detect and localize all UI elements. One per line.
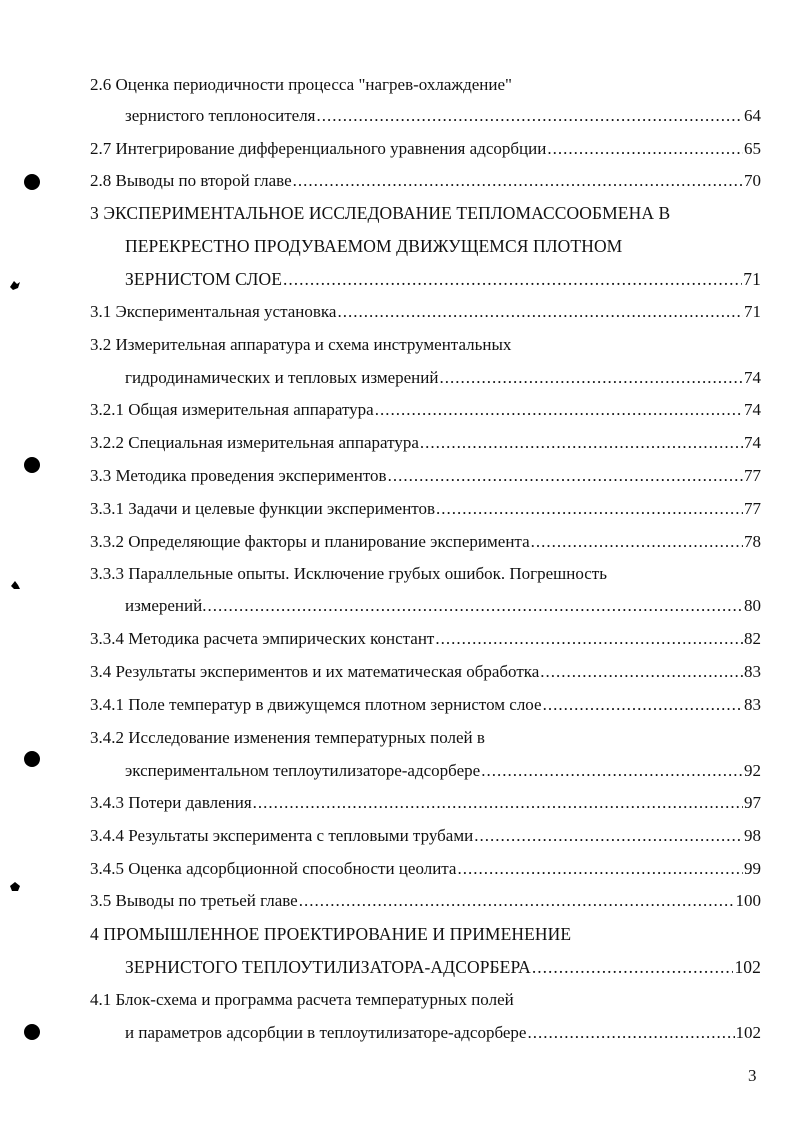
toc-entry-text: 3.4.1 Поле температур в движущемся плотном зернистом слое xyxy=(90,695,542,714)
toc-entry-text: 3.2.2 Специальная измерительная аппаратура xyxy=(90,433,419,452)
toc-entry-text: и параметров адсорбции в теплоутилизаторе-адсорбере xyxy=(125,1023,527,1042)
punch-hole xyxy=(24,1024,40,1040)
toc-entry-page: 77 xyxy=(744,499,761,518)
toc-entry xyxy=(90,660,761,684)
toc-entry-text: 2.6 Оценка периодичности процесса "нагрев-охлаждение" xyxy=(90,75,512,94)
dot-leader xyxy=(337,300,743,324)
toc-entry xyxy=(90,988,761,1012)
toc-entry-page: 64 xyxy=(744,106,761,125)
toc-entry-text: 4 ПРОМЫШЛЕННОЕ ПРОЕКТИРОВАНИЕ И ПРИМЕНЕНИЕ xyxy=(90,924,572,944)
toc-entry-text: 3.4 Результаты экспериментов и их математическая обработка xyxy=(90,662,540,681)
toc-entry-page: 83 xyxy=(744,695,761,714)
toc-entry-text: зернистого теплоносителя xyxy=(125,106,316,125)
dot-leader xyxy=(283,267,742,291)
dot-leader xyxy=(388,464,743,488)
toc-entry-page: 74 xyxy=(744,368,761,387)
dot-leader xyxy=(439,366,743,390)
toc-entry xyxy=(90,824,761,848)
toc-entry-text: 3.2 Измерительная аппаратура и схема инструментальных xyxy=(90,335,512,354)
toc-entry-text: экспериментальном теплоутилизаторе-адсорбере xyxy=(125,761,481,780)
toc-entry xyxy=(90,726,761,750)
punch-hole xyxy=(24,174,40,190)
toc-entry-page: 78 xyxy=(744,532,761,551)
toc-entry-text: 3.4.2 Исследование изменения температурных полей в xyxy=(90,728,485,747)
dot-leader xyxy=(317,104,743,128)
toc-entry-page: 97 xyxy=(744,793,761,812)
toc-entry-page: 70 xyxy=(744,171,761,190)
toc-entry xyxy=(90,300,761,324)
toc-entry xyxy=(90,857,761,881)
toc-entry xyxy=(90,169,761,193)
dot-leader xyxy=(436,497,743,521)
toc-entry xyxy=(90,922,761,946)
dot-leader xyxy=(293,169,743,193)
punch-hole xyxy=(24,751,40,767)
punch-hole xyxy=(24,457,40,473)
scan-speck xyxy=(8,880,22,894)
dot-leader xyxy=(207,594,743,618)
toc-entry xyxy=(125,234,761,258)
toc-entry-page: 71 xyxy=(744,302,761,321)
toc-entry xyxy=(90,333,761,357)
toc-entry-text: ЗЕРНИСТОМ СЛОЕ xyxy=(125,269,283,289)
toc-entry-text: 2.7 Интегрирование дифференциального уравнения адсорбции xyxy=(90,139,547,158)
scan-speck xyxy=(8,578,22,592)
toc-entry-page: 80 xyxy=(744,596,761,615)
toc-entry xyxy=(90,530,761,554)
toc-entry-page: 92 xyxy=(744,761,761,780)
toc-entry-page: 77 xyxy=(744,466,761,485)
toc-entry-page: 82 xyxy=(744,629,761,648)
dot-leader xyxy=(540,660,743,684)
toc-entry xyxy=(125,267,761,291)
toc-entry xyxy=(125,955,761,979)
toc-entry-text: ЗЕРНИСТОГО ТЕПЛОУТИЛИЗАТОРА-АДСОРБЕРА xyxy=(125,957,531,977)
toc-entry xyxy=(125,104,761,128)
toc-entry xyxy=(125,759,761,783)
dot-leader xyxy=(299,889,735,913)
dot-leader xyxy=(420,431,743,455)
toc-entry-page: 98 xyxy=(744,826,761,845)
toc-entry xyxy=(90,791,761,815)
toc-entry xyxy=(90,562,761,586)
dot-leader xyxy=(527,1021,734,1045)
toc-entry xyxy=(90,627,761,651)
toc-entry-text: 3.3.3 Параллельные опыты. Исключение грубых ошибок. Погрешность xyxy=(90,564,607,583)
toc-entry-text: 3.2.1 Общая измерительная аппаратура xyxy=(90,400,374,419)
toc-entry-text: 3.3 Методика проведения экспериментов xyxy=(90,466,387,485)
toc-entry xyxy=(125,366,761,390)
toc-entry xyxy=(90,137,761,161)
toc-entry-text: 3.4.5 Оценка адсорбционной способности цеолита xyxy=(90,859,457,878)
dot-leader xyxy=(531,530,743,554)
toc-entry-text: 4.1 Блок-схема и программа расчета температурных полей xyxy=(90,990,514,1009)
toc-entry xyxy=(90,464,761,488)
toc-entry xyxy=(125,594,761,618)
toc-entry-page: 102 xyxy=(735,1023,761,1042)
toc-entry-text: 3.4.4 Результаты эксперимента с тепловыми трубами xyxy=(90,826,474,845)
dot-leader xyxy=(481,759,743,783)
scan-speck xyxy=(8,278,22,292)
toc-entry xyxy=(90,73,761,97)
toc-entry xyxy=(90,497,761,521)
toc-entry-text: 3.4.3 Потери давления xyxy=(90,793,252,812)
toc-entry-page: 71 xyxy=(743,269,761,289)
toc-entry-page: 74 xyxy=(744,400,761,419)
toc-entry-text: 3.1 Экспериментальная установка xyxy=(90,302,337,321)
toc-entry xyxy=(90,431,761,455)
toc-entry-text: 2.8 Выводы по второй главе xyxy=(90,171,292,190)
toc-entry-text: 3.5 Выводы по третьей главе xyxy=(90,891,298,910)
dot-leader xyxy=(375,398,743,422)
page-number: 3 xyxy=(748,1066,757,1085)
toc-entry xyxy=(90,201,761,225)
toc-entry-page: 65 xyxy=(744,139,761,158)
dot-leader xyxy=(543,693,743,717)
toc-entry xyxy=(90,398,761,422)
toc-entry-text: 3.3.1 Задачи и целевые функции экспериментов xyxy=(90,499,436,518)
toc-entry-text: ПЕРЕКРЕСТНО ПРОДУВАЕМОМ ДВИЖУЩЕМСЯ ПЛОТНОМ xyxy=(125,236,623,256)
toc-entry xyxy=(90,889,761,913)
dot-leader xyxy=(474,824,743,848)
dot-leader xyxy=(532,955,734,979)
toc-entry xyxy=(90,693,761,717)
toc-entry-page: 83 xyxy=(744,662,761,681)
toc-entry-page: 102 xyxy=(734,957,761,977)
toc-entry-page: 99 xyxy=(744,859,761,878)
dot-leader xyxy=(253,791,743,815)
toc-entry-page: 100 xyxy=(735,891,761,910)
toc-entry-text: 3.3.4 Методика расчета эмпирических констант xyxy=(90,629,435,648)
dot-leader xyxy=(547,137,743,161)
toc-entry-page: 74 xyxy=(744,433,761,452)
toc-entry-text: 3 ЭКСПЕРИМЕНТАЛЬНОЕ ИССЛЕДОВАНИЕ ТЕПЛОМАССООБМЕНА В xyxy=(90,203,671,223)
toc-entry xyxy=(125,1021,761,1045)
toc-entry-text: 3.3.2 Определяющие факторы и планирование эксперимента xyxy=(90,532,530,551)
toc-entry-text: гидродинамических и тепловых измерений xyxy=(125,368,439,387)
dot-leader xyxy=(457,857,743,881)
toc-entry-text: измерений. xyxy=(125,596,207,615)
dot-leader xyxy=(435,627,743,651)
